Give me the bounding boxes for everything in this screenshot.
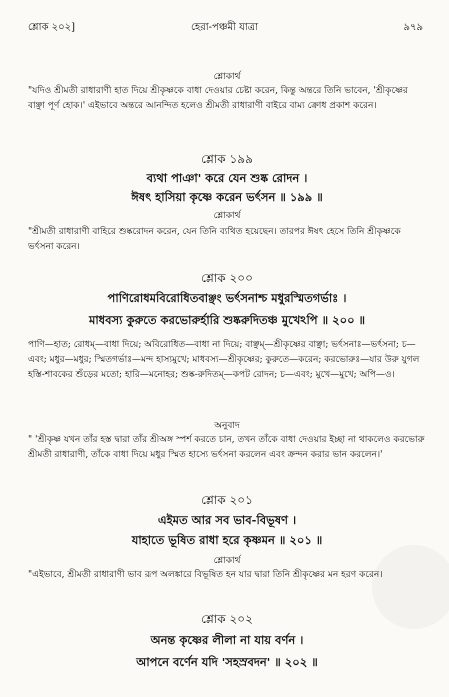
translation-label: শ্লোকার্থ bbox=[213, 72, 241, 82]
translation-paragraph: " 'শ্রীকৃষ্ণ যখন তাঁর হস্ত দ্বারা তাঁর শ্রীঅঙ্গ স্পর্শ করতে চান, তখন তাঁকে বাধা দেওয়ার ইচ্ছা না থাকলেও করভোরু শ্রীমতী রাধারাণী, তাঁকে বাধা দিয়ে মধুর স্মিত হাস্যে ভর্ৎসনা করলেন এবং ক্রন্দন করার ভান করলেন।' bbox=[28, 435, 425, 460]
sloka-heading: শ্লোক ১৯৯ bbox=[201, 152, 253, 166]
verse-line: এইমত আর সব ভাব-বিভূষণ । bbox=[157, 513, 297, 527]
sloka-heading: শ্লোক ২০১ bbox=[201, 493, 253, 507]
translation-paragraph: "যদিও শ্রীমতী রাধারাণী হাত দিয়ে শ্রীকৃষ্ণকে বাধা দেওয়ার চেষ্টা করেন, কিন্তু অন্তরে তিনি ভাবেন, 'শ্রীকৃষ্ণের বাঞ্ছা পূর্ণ হোক।' এইভাবে অন্তরে আনন্দিত হলেও শ্রীমতী রাধারাণী বাইরে বাম্য ক্রোধ প্রকাশ করেন। bbox=[28, 86, 408, 111]
translation-paragraph: "এইভাবে, শ্রীমতী রাধারাণী ভাব রূপ অলঙ্কারে বিভূষিত হন যার দ্বারা তিনি শ্রীকৃষ্ণের মন হরণ করেন। bbox=[28, 570, 383, 580]
word-synonyms-paragraph: পাণি—হাত; রোধম্—বাধা দিয়ে; অবিরোধিত—বাধা না দিয়ে; বাঞ্ছম্—শ্রীকৃষ্ণের বাঞ্ছা; ভর্ৎসনাঃ—ভর্ৎসনা; চ—এবং; মধুর—মধুর; স্মিতগর্ভাঃ—মন্দ হাস্যমুখে; মাধবস্য—শ্রীকৃষ্ণের; কুরুতে—করেন; করভোরুঃ—যার উরু যুগল হস্তি-শাবকের শুঁড়ের মতো; হারি—মনোহর; শুষ্ক-রুদিতম্—কপট রোদন; চ—এবং; মুখে—মুখে; অপি—ও। bbox=[28, 340, 420, 380]
translation-paragraph: "শ্রীমতী রাধারাণী বাহিরে শুষ্করোদন করেন, যেন তিনি ব্যথিত হয়েছেন। তারপর ঈষৎ হেসে তিনি শ্রীকৃষ্ণকে ভর্ৎসনা করেন। bbox=[28, 227, 401, 252]
verse-line: ঈষৎ হাসিয়া কৃষ্ণে করেন ভর্ৎসন ॥ ১৯৯ ॥ bbox=[131, 190, 323, 204]
translation-label: শ্লোকার্থ bbox=[213, 211, 241, 221]
translation-label: অনুবাদ bbox=[214, 421, 240, 431]
header-chapter-title: হেরা-পঞ্চমী যাত্রা bbox=[190, 22, 259, 33]
verse-line: অনন্ত কৃষ্ণের লীলা না যায় বর্ণন । bbox=[150, 633, 304, 647]
translation-label: শ্লোকার্থ bbox=[213, 556, 241, 566]
sloka-heading: শ্লোক ২০০ bbox=[201, 271, 253, 285]
verse-line: ব্যথা পাঞা' করে যেন শুষ্ক রোদন । bbox=[146, 171, 308, 185]
verse-line: পাণিরোধমবিরোধিতবাঞ্ছং ভর্ৎসনাশ্চ মধুরস্মিতগর্ভাঃ । bbox=[107, 291, 347, 305]
verse-line: আপনে বর্ণেন যদি 'সহস্রবদন' ॥ ২০২ ॥ bbox=[136, 655, 318, 669]
header-page-number: ৯৭৯ bbox=[403, 22, 423, 33]
verse-line: মাধবস্য কুরুতে করভোরুর্হারি শুষ্করুদিতঞ্চ মুখেঽপি ॥ ২০০ ॥ bbox=[88, 313, 366, 327]
sloka-heading: শ্লোক ২০২ bbox=[201, 612, 253, 626]
verse-line: যাহাতে ভূষিত রাধা হরে কৃষ্ণমন ॥ ২০১ ॥ bbox=[131, 533, 323, 547]
header-verse-range: শ্লোক ২০২] bbox=[28, 22, 76, 33]
